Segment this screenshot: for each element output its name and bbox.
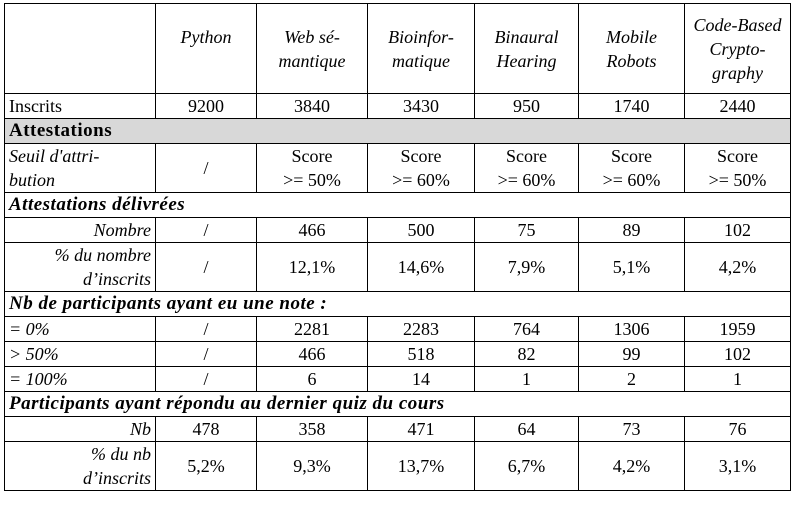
row-label-note-100: = 100% [5, 367, 156, 392]
cell-value: 102 [685, 342, 791, 367]
row-note-0 [5, 317, 791, 342]
cell-value: 5,2% [156, 442, 257, 491]
cell-value: 1740 [579, 94, 685, 119]
cell-value: 6 [257, 367, 368, 392]
row-note-100 [5, 367, 791, 392]
cell-value: 1959 [685, 317, 791, 342]
cell-value: 466 [257, 342, 368, 367]
header-web-semantique: Web sé- mantique [257, 4, 368, 94]
row-label-nb: Nb [5, 417, 156, 442]
cell-value: / [156, 243, 257, 292]
section-heading-attestations-delivrees: Attestations délivrées [5, 193, 791, 218]
cell-value: 4,2% [579, 442, 685, 491]
cell-value: 5,1% [579, 243, 685, 292]
cell-value: 1 [475, 367, 579, 392]
cell-value: / [156, 144, 257, 193]
cell-value: 14 [368, 367, 475, 392]
cell-value: / [156, 218, 257, 243]
row-pct-inscrits [5, 243, 791, 292]
cell-value: Score >= 60% [475, 144, 579, 193]
cell-value: 478 [156, 417, 257, 442]
cell-value: 4,2% [685, 243, 791, 292]
section-notes-row [5, 292, 791, 317]
section-heading-notes: Nb de participants ayant eu une note : [5, 292, 791, 317]
cell-value: Score >= 50% [257, 144, 368, 193]
row-label-inscrits: Inscrits [5, 94, 156, 119]
cell-value: 73 [579, 417, 685, 442]
header-code-based-cryptography: Code-Based Crypto- graphy [685, 4, 791, 94]
row-pct-nb [5, 442, 791, 491]
cell-value: 500 [368, 218, 475, 243]
row-label-pct-inscrits: % du nombre d’inscrits [5, 243, 156, 292]
cell-value: Score >= 60% [579, 144, 685, 193]
cell-value: 3840 [257, 94, 368, 119]
cell-value: 1 [685, 367, 791, 392]
mooc-stats-table [4, 3, 791, 491]
cell-value: 12,1% [257, 243, 368, 292]
cell-value: 3,1% [685, 442, 791, 491]
cell-value: 82 [475, 342, 579, 367]
cell-value: / [156, 317, 257, 342]
row-label-nombre: Nombre [5, 218, 156, 243]
cell-value: 89 [579, 218, 685, 243]
cell-value: 1306 [579, 317, 685, 342]
cell-value: 2440 [685, 94, 791, 119]
cell-value: 64 [475, 417, 579, 442]
row-seuil [5, 144, 791, 193]
cell-value: 2281 [257, 317, 368, 342]
cell-value: 7,9% [475, 243, 579, 292]
header-row [5, 4, 791, 94]
cell-value: 764 [475, 317, 579, 342]
cell-value: 3430 [368, 94, 475, 119]
section-heading-attestations: Attestations [5, 119, 791, 144]
header-empty-cell [5, 4, 156, 94]
row-inscrits [5, 94, 791, 119]
cell-value: 75 [475, 218, 579, 243]
cell-value: 2 [579, 367, 685, 392]
cell-value: 14,6% [368, 243, 475, 292]
cell-value: 9200 [156, 94, 257, 119]
cell-value: 9,3% [257, 442, 368, 491]
cell-value: 358 [257, 417, 368, 442]
cell-value: 518 [368, 342, 475, 367]
row-nombre [5, 218, 791, 243]
cell-value: / [156, 367, 257, 392]
section-delivrees-row [5, 193, 791, 218]
cell-value: 2283 [368, 317, 475, 342]
header-python: Python [156, 4, 257, 94]
section-attestations-row [5, 119, 791, 144]
cell-value: 466 [257, 218, 368, 243]
cell-value: Score >= 50% [685, 144, 791, 193]
cell-value: / [156, 342, 257, 367]
row-label-seuil: Seuil d'attri- bution [5, 144, 156, 193]
row-label-note-50: > 50% [5, 342, 156, 367]
header-bioinformatique: Bioinfor- matique [368, 4, 475, 94]
section-quiz-row [5, 392, 791, 417]
cell-value: 471 [368, 417, 475, 442]
cell-value: 102 [685, 218, 791, 243]
row-label-note-0: = 0% [5, 317, 156, 342]
row-nb [5, 417, 791, 442]
header-mobile-robots: Mobile Robots [579, 4, 685, 94]
section-heading-quiz: Participants ayant répondu au dernier quiz du cours [5, 392, 791, 417]
row-label-pct-nb: % du nb d’inscrits [5, 442, 156, 491]
cell-value: 76 [685, 417, 791, 442]
header-binaural-hearing: Binaural Hearing [475, 4, 579, 94]
cell-value: 6,7% [475, 442, 579, 491]
row-note-50 [5, 342, 791, 367]
cell-value: 99 [579, 342, 685, 367]
cell-value: Score >= 60% [368, 144, 475, 193]
cell-value: 950 [475, 94, 579, 119]
cell-value: 13,7% [368, 442, 475, 491]
